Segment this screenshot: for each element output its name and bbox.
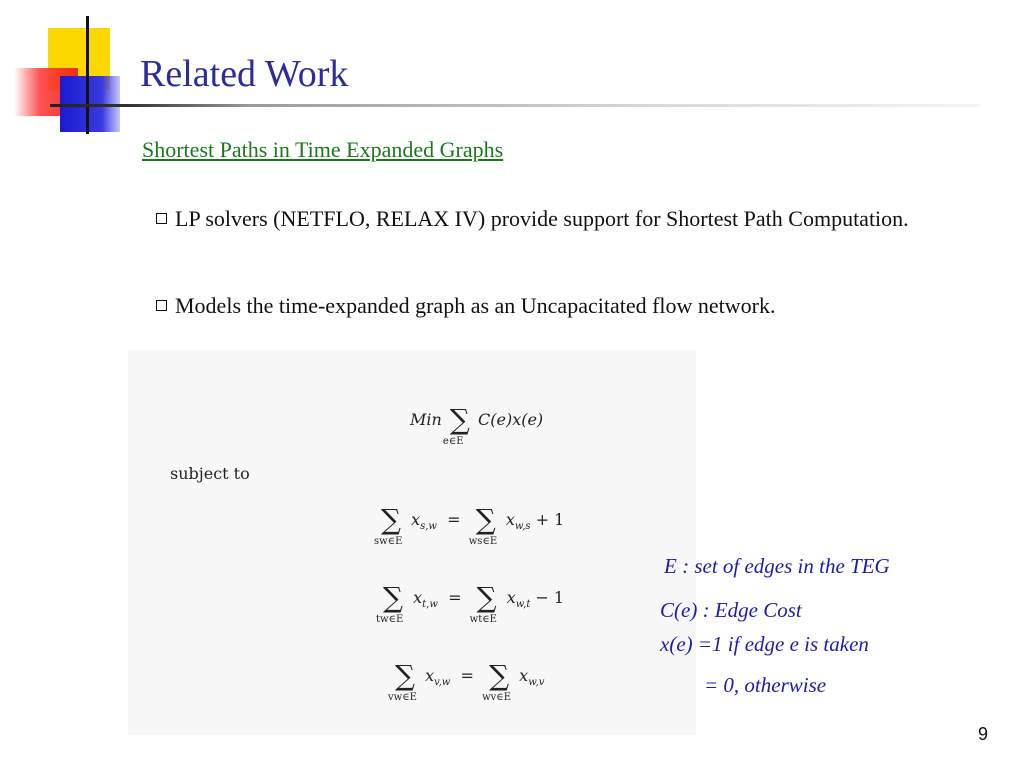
constraint-tail: − 1 <box>535 588 565 607</box>
lhs-subscript: sw∈E <box>374 536 403 547</box>
objective-function <box>410 402 544 447</box>
page-number: 9 <box>978 724 989 744</box>
note-edges-set: E : set of edges in the TEG <box>664 554 890 578</box>
bullet-item-lp-solvers <box>156 204 946 234</box>
subject-to-label: subject to <box>170 464 250 483</box>
slide-subtitle-link[interactable]: Shortest Paths in Time Expanded Graphs <box>142 137 504 162</box>
sum-subscript: e∈E <box>442 436 464 447</box>
rhs-variable: x <box>505 510 515 529</box>
note-edge-cost: C(e) : Edge Cost <box>660 598 802 622</box>
lhs-index: s,w <box>420 521 437 533</box>
constraint-intermediate: ∑ vw∈E $x_{v,w}$ = ∑ wv∈E $x_{w,v}$ <box>388 659 545 703</box>
rhs-index: w,s <box>514 521 531 533</box>
constraint-tail: + 1 <box>535 510 565 529</box>
rhs-index: w,v <box>528 677 545 689</box>
summation-symbol: ∑ e∈E <box>442 403 470 447</box>
objective-prefix: Min <box>410 410 442 429</box>
lhs-variable: x <box>425 666 435 685</box>
bullet-text: Models the time-expanded graph as an Uncapacitated flow network. <box>175 293 776 318</box>
bullet-text: LP solvers (NETFLO, RELAX IV) provide support for Shortest Path Computation. <box>175 206 909 231</box>
lhs-variable: x <box>411 510 421 529</box>
objective-term: C(e)x(e) <box>478 410 544 429</box>
note-otherwise: = 0, otherwise <box>704 673 827 697</box>
rhs-index: w,t <box>515 599 531 611</box>
bullet-item-models <box>156 291 946 321</box>
rhs-subscript: wv∈E <box>482 692 511 703</box>
rhs-variable: x <box>506 588 516 607</box>
logo-vertical-line <box>86 16 89 134</box>
title-underline-divider <box>50 104 980 107</box>
rhs-variable: x <box>519 666 529 685</box>
checkbox-bullet-icon <box>156 213 167 224</box>
lhs-variable: x <box>413 588 423 607</box>
lhs-subscript: vw∈E <box>388 692 417 703</box>
lhs-subscript: tw∈E <box>376 614 404 625</box>
note-edge-taken: x(e) =1 if edge e is taken <box>660 632 869 656</box>
lhs-index: t,w <box>422 599 438 611</box>
lp-formulation-image <box>128 350 696 735</box>
slide-title: Related Work <box>140 53 349 95</box>
checkbox-bullet-icon <box>156 300 167 311</box>
constraint-source: ∑ sw∈E $x_{s,w}$ = ∑ ws∈E $x_{w,s} + 1$ <box>374 503 565 547</box>
constraint-sink: ∑ tw∈E $x_{t,w}$ = ∑ wt∈E $x_{w,t} - 1$ <box>376 581 565 625</box>
rhs-subscript: ws∈E <box>468 536 498 547</box>
lhs-index: v,w <box>434 677 451 689</box>
rhs-subscript: wt∈E <box>469 614 497 625</box>
